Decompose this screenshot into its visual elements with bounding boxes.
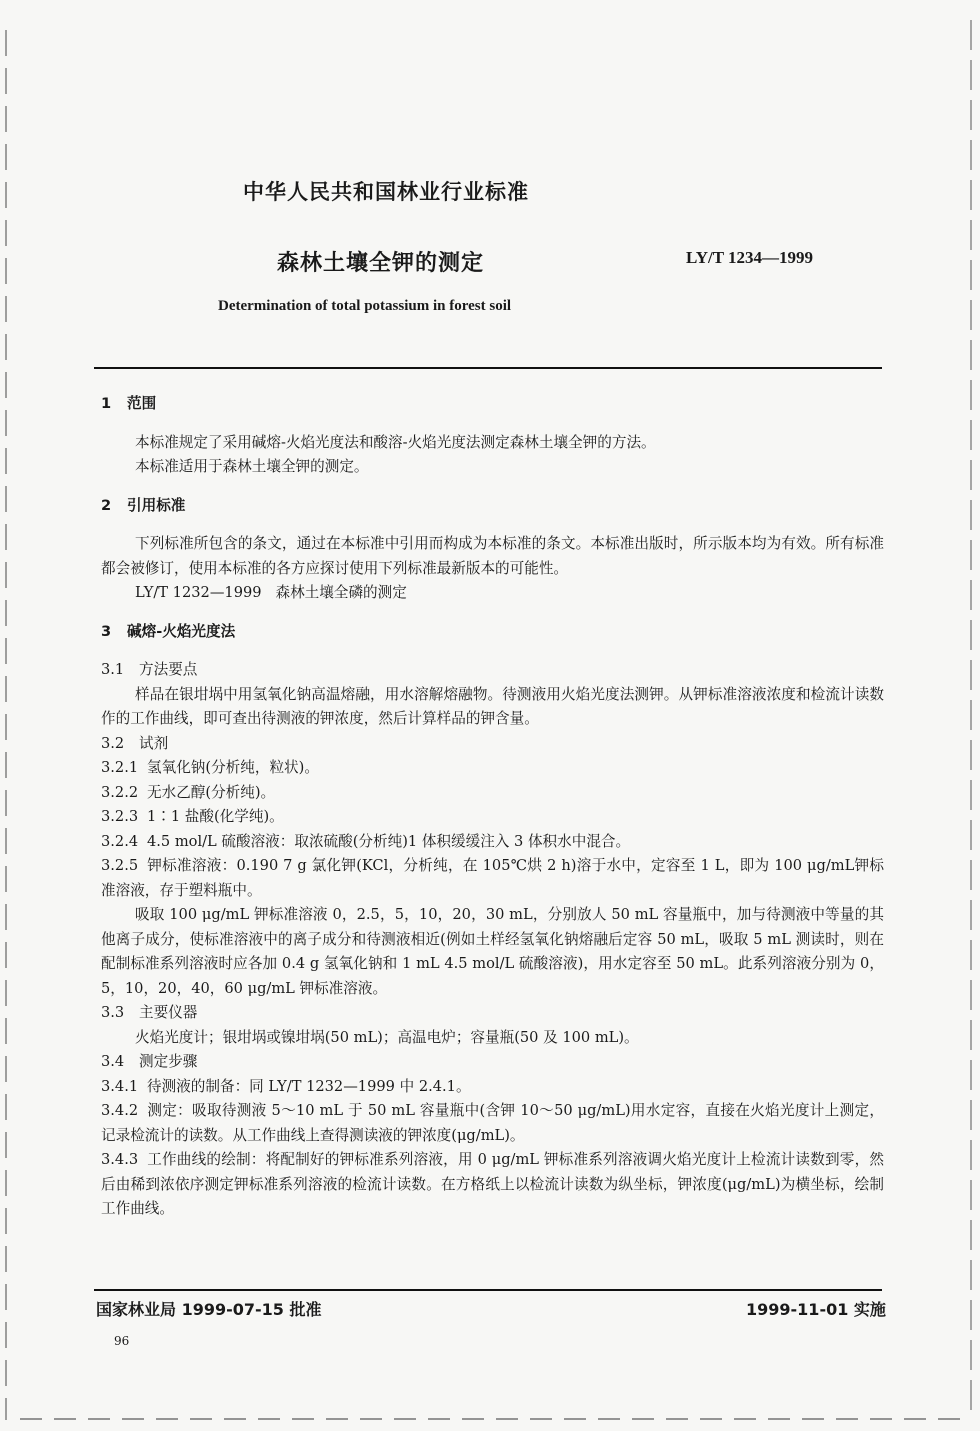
- section-2-para-1: 下列标准所包含的条文，通过在本标准中引用而构成为本标准的条文。本标准出版时，所示版本均为有效。所有标准都会被修订，使用本标准的各方应探讨使用下列标准最新版本的可能性。: [101, 535, 884, 577]
- section-3-4-heading: 3.4 测定步骤: [101, 1053, 198, 1070]
- scan-edge-bottom: [20, 1418, 960, 1420]
- section-3-4-1: 3.4.1 待测液的制备：同 LY/T 1232—1999 中 2.4.1。: [101, 1077, 471, 1095]
- page-number: 96: [114, 1334, 130, 1348]
- approval-date: 国家林业局 1999-07-15 批准: [96, 1300, 322, 1319]
- standard-title: 中华人民共和国林业行业标准: [243, 180, 529, 204]
- section-3-2-3: 3.2.3 1∶1 盐酸(化学纯)。: [101, 808, 284, 825]
- section-2-heading: 2 引用标准: [101, 496, 186, 514]
- section-3-heading: 3 碱熔-火焰光度法: [101, 622, 236, 640]
- section-3-2-1: 3.2.1 氢氧化钠(分析纯，粒状)。: [101, 759, 319, 776]
- section-1-heading: 1 范围: [101, 395, 157, 412]
- section-3-2-5: 3.2.5 钾标准溶液：0.190 7 g 氯化钾(KCl，分析纯，在 105℃烘 2 h)溶于水中，定容至 1 L，即为 100 μg/mL钾标准溶液，存于塑料瓶中。: [101, 857, 884, 899]
- section-3-1-text: 样品在银坩埚中用氢氧化钠高温熔融，用水溶解熔融物。待测液用火焰光度法测钾。从钾标准溶液浓度和检流计读数作的工作曲线，即可查出待测液的钾浓度，然后计算样品的钾含量。: [101, 685, 884, 727]
- section-3-4-2: 3.4.2 测定：吸取待测液 5～10 mL 于 50 mL 容量瓶中(含钾 10～50 μg/mL)用水定容，直接在火焰光度计上测定，记录检流计的读数。从工作曲线上查得测读液的钾浓度(μg/mL)。: [101, 1102, 884, 1144]
- section-2-reference: LY/T 1232—1999 森林土壤全磷的测定: [135, 584, 407, 601]
- section-3-1-heading: 3.1 方法要点: [101, 661, 198, 678]
- section-3-3-heading: 3.3 主要仪器: [101, 1004, 198, 1021]
- section-3-3-text: 火焰光度计；银坩埚或镍坩埚(50 mL)；高温电炉；容量瓶(50 及 100 mL)。: [135, 1028, 639, 1046]
- section-3-2-4: 3.2.4 4.5 mol/L 硫酸溶液：取浓硫酸(分析纯)1 体积缓缓注入 3 体积水中混合。: [101, 832, 631, 850]
- section-1-para-1: 本标准规定了采用碱熔-火焰光度法和酸溶-火焰光度法测定森林土壤全钾的方法。: [135, 433, 656, 451]
- effective-date: 1999-11-01 实施: [746, 1300, 886, 1319]
- document-title: 森林土壤全钾的测定: [277, 251, 485, 276]
- standard-code: LY/T 1234—1999: [686, 248, 814, 267]
- section-3-2-2: 3.2.2 无水乙醇(分析纯)。: [101, 783, 276, 801]
- scan-edge-right: [970, 20, 972, 1420]
- document-body: [101, 392, 884, 1222]
- english-title: Determination of total potassium in forest soil: [218, 298, 512, 314]
- section-3-2-5-para-2: 吸取 100 μg/mL 钾标准溶液 0，2.5，5，10，20，30 mL，分别放人 50 mL 容量瓶中，加与待测液中等量的其他离子成分，使标准溶液中的离子成分和待测液相近(例如土样经氢氧化钠熔融后定容 50 mL，吸取 5 mL 测读时，则在配制标准系列溶液时应各加 0.4 g 氢氧化钠和 1 mL 4.5 mol/L 硫酸溶液)，用水定容至 50 mL。此系列溶液分别为 0，5，10，20，40，60 μg/mL 钾标准溶液。: [101, 906, 884, 997]
- section-3-4-3: 3.4.3 工作曲线的绘制：将配制好的钾标准系列溶液，用 0 μg/mL 钾标准系列溶液调火焰光度计上检流计读数到零，然后由稀到浓依序测定钾标准系列溶液的检流计读数。在方格纸上以检流计读数为纵坐标，钾浓度(μg/mL)为横坐标，绘制工作曲线。: [101, 1151, 884, 1217]
- section-3-2-heading: 3.2 试剂: [101, 734, 169, 752]
- footer-rule: [94, 1289, 882, 1291]
- scan-edge-left: [5, 30, 7, 1420]
- header-rule: [94, 367, 882, 369]
- section-1-para-2: 本标准适用于森林土壤全钾的测定。: [135, 458, 369, 475]
